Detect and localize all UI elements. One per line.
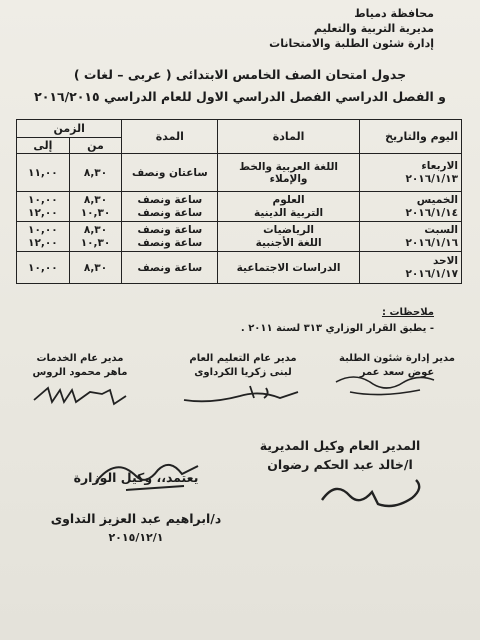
day-date-cell xyxy=(359,222,461,252)
to-cell xyxy=(17,192,70,222)
document-subtitle: و الفصل الدراسي الفصل الدراسي الاول للعام الدراسي ٢٠١٦/٢٠١٥ xyxy=(34,89,446,104)
from-value: ٨,٣٠ xyxy=(83,193,108,206)
signatory-title: مدير عام الخدمات xyxy=(36,353,124,364)
exam-schedule-table xyxy=(16,119,462,284)
col-header-subject: المادة xyxy=(218,120,359,154)
issuing-authority-header xyxy=(269,6,434,51)
subject-name: الرياضيات xyxy=(263,223,315,236)
signatory-name: ماهر محمود الروس xyxy=(32,367,128,378)
from-cell: ٨,٣٠ xyxy=(69,252,122,284)
signatory-name: د/ابراهيم عبد العزيز التداوى xyxy=(50,511,222,526)
duration-cell xyxy=(122,222,218,252)
from-cell: ٨,٣٠ xyxy=(69,154,122,192)
table-row xyxy=(17,154,462,192)
notes-item: - يطبق القرار الوزاري ٣١٣ لسنة ٢٠١١ . xyxy=(240,323,434,334)
day-date-cell xyxy=(359,192,461,222)
duration-cell xyxy=(122,192,218,222)
signatory-title: مدير عام التعليم العام xyxy=(189,353,297,364)
to-value: ١٠,٠٠ xyxy=(28,223,58,236)
duration-cell: ساعة ونصف xyxy=(122,252,218,284)
exam-date: ٢٠١٦/١/١٧ xyxy=(405,267,458,280)
duration-value: ساعة ونصف xyxy=(137,236,203,249)
handwritten-signature xyxy=(86,446,216,496)
signature-block-general-education xyxy=(178,352,308,380)
approval-date: ٢٠١٥/١٢/١ xyxy=(108,531,164,544)
from-cell xyxy=(69,192,122,222)
governorate-name: محافظة دمياط xyxy=(354,7,434,20)
table-row xyxy=(17,252,462,284)
day-name: الخميس xyxy=(416,193,458,206)
exam-date: ٢٠١٦/١/١٦ xyxy=(405,236,458,249)
department-name: إدارة شئون الطلبة والامتحانات xyxy=(269,37,434,50)
day-date-cell xyxy=(359,252,461,284)
duration-value: ساعة ونصف xyxy=(137,223,203,236)
table-row xyxy=(17,192,462,222)
duration-value: ساعة ونصف xyxy=(137,206,203,219)
from-value: ١٠,٣٠ xyxy=(80,206,111,219)
exam-date: ٢٠١٦/١/١٤ xyxy=(405,206,458,219)
day-name: الاحد xyxy=(432,254,458,267)
day-name: الاربعاء xyxy=(421,159,458,172)
signatory-name: ا/خالد عبد الحكم رضوان xyxy=(267,457,413,472)
exam-date: ٢٠١٦/١/١٣ xyxy=(405,172,458,185)
to-value: ١٢,٠٠ xyxy=(28,206,58,219)
directorate-name: مديرية التربية والتعليم xyxy=(313,22,434,35)
to-value: ١٢,٠٠ xyxy=(28,236,58,249)
handwritten-signature xyxy=(330,368,440,402)
col-header-day-date: اليوم والتاريخ xyxy=(359,120,461,154)
subject-cell: اللغة العربية والخط والإملاء xyxy=(218,154,359,192)
table-row xyxy=(17,222,462,252)
subject-name: التربية الدينية xyxy=(254,206,324,219)
to-value: ١٠,٠٠ xyxy=(28,193,58,206)
signatory-name: عوض سعد عمر xyxy=(359,367,435,378)
duration-cell: ساعتان ونصف xyxy=(122,154,218,192)
col-header-time: الزمن xyxy=(17,120,122,138)
signatory-title: المدير العام وكيل المديرية xyxy=(259,438,421,453)
document-title: جدول امتحان الصف الخامس الابتدائى ( عربى – لغات ) xyxy=(73,67,407,82)
duration-value: ساعة ونصف xyxy=(137,193,203,206)
subject-cell xyxy=(218,192,359,222)
day-name: السبت xyxy=(424,223,458,236)
from-cell xyxy=(69,222,122,252)
handwritten-signature xyxy=(180,380,310,410)
to-cell: ١٠,٠٠ xyxy=(17,252,70,284)
handwritten-signature xyxy=(30,382,140,412)
signatory-title: مدير إدارة شئون الطلبة xyxy=(339,353,455,364)
signature-block-director xyxy=(240,436,440,474)
notes-section xyxy=(241,305,434,337)
notes-label: ملاحظات : xyxy=(381,307,434,318)
subject-name: العلوم xyxy=(272,193,305,206)
approval-label: يعتمد،، وكيل الوزارة xyxy=(73,470,199,485)
day-date-cell xyxy=(359,154,461,192)
from-value: ٨,٣٠ xyxy=(83,223,108,236)
subject-cell: الدراسات الاجتماعية xyxy=(218,252,359,284)
to-cell: ١١,٠٠ xyxy=(17,154,70,192)
to-cell xyxy=(17,222,70,252)
from-value: ١٠,٣٠ xyxy=(80,236,111,249)
signatory-name: لبنى زكريا الكرداوى xyxy=(194,367,292,378)
col-header-to: إلى xyxy=(17,138,70,154)
signature-block-services xyxy=(20,352,140,380)
col-header-from: من xyxy=(69,138,122,154)
col-header-duration: المدة xyxy=(122,120,218,154)
subject-cell xyxy=(218,222,359,252)
handwritten-signature xyxy=(316,470,436,514)
subject-name: اللغة الأجنبية xyxy=(255,236,322,249)
